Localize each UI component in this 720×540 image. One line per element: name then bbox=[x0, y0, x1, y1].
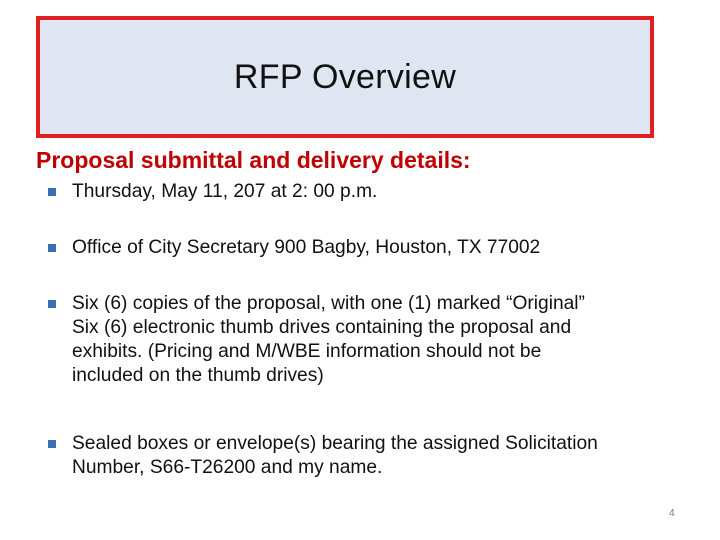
bullet-line: Thursday, May 11, 207 at 2: 00 p.m. bbox=[72, 181, 378, 202]
slide-title: RFP Overview bbox=[233, 57, 457, 96]
bullet-line: Sealed boxes or envelope(s) bearing the assigned Solicitation bbox=[72, 433, 598, 454]
bullet-line: Office of City Secretary 900 Bagby, Houston, TX 77002 bbox=[72, 237, 541, 258]
bullet-line: included on the thumb drives) bbox=[72, 365, 324, 386]
slide-subheading: Proposal submittal and delivery details: bbox=[36, 147, 471, 173]
square-bullet-icon bbox=[48, 300, 56, 308]
page-number: 4 bbox=[669, 508, 675, 519]
bullet-line: exhibits. (Pricing and M/WBE information should not be bbox=[72, 341, 542, 362]
square-bullet-icon bbox=[48, 244, 56, 252]
square-bullet-icon bbox=[48, 440, 56, 448]
title-box bbox=[36, 16, 654, 138]
bullet-line: Six (6) copies of the proposal, with one (1) marked “Original” bbox=[72, 293, 585, 314]
bullet-item-location bbox=[47, 236, 540, 260]
bullet-item-date bbox=[47, 180, 377, 204]
bullet-item-copies bbox=[47, 292, 585, 388]
bullet-line: Six (6) electronic thumb drives containing the proposal and bbox=[72, 317, 572, 338]
square-bullet-icon bbox=[48, 188, 56, 196]
bullet-line: Number, S66-T26200 and my name. bbox=[72, 457, 383, 478]
bullet-item-sealed-boxes bbox=[47, 432, 598, 480]
